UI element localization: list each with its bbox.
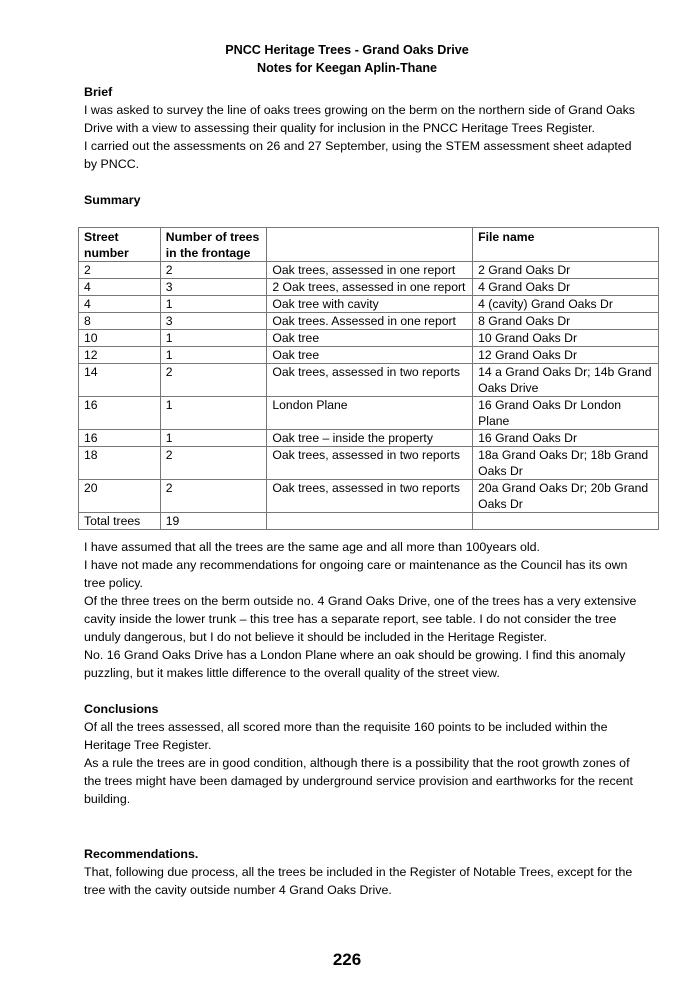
column-header-street-number: Street number xyxy=(79,228,161,262)
cell-total-label: Total trees xyxy=(79,513,161,530)
cell-description: 2 Oak trees, assessed in one report xyxy=(267,279,473,296)
cell-file-name xyxy=(473,513,659,530)
cell-file-name: 20a Grand Oaks Dr; 20b Grand Oaks Dr xyxy=(473,480,659,513)
document-title: PNCC Heritage Trees - Grand Oaks Drive xyxy=(225,43,469,57)
cell-file-name: 14 a Grand Oaks Dr; 14b Grand Oaks Drive xyxy=(473,364,659,397)
cell-file-name: 18a Grand Oaks Dr; 18b Grand Oaks Dr xyxy=(473,447,659,480)
table-total-row xyxy=(79,513,659,530)
table-header-row xyxy=(79,228,659,262)
cell-street-number: 20 xyxy=(79,480,161,513)
cell-description: Oak tree with cavity xyxy=(267,296,473,313)
notes-section xyxy=(84,538,644,682)
cell-street-number: 18 xyxy=(79,447,161,480)
notes-paragraph: I have assumed that all the trees are the same age and all more than 100years old. xyxy=(84,540,540,554)
cell-street-number: 4 xyxy=(79,296,161,313)
recommendations-heading: Recommendations. xyxy=(84,847,199,861)
recommendations-paragraph: That, following due process, all the trees be included in the Register of Notable Trees, except for the tree with the cavity outside number 4 Grand Oaks Drive. xyxy=(84,865,633,897)
recommendations-section xyxy=(84,845,644,899)
cell-file-name: 12 Grand Oaks Dr xyxy=(473,347,659,364)
conclusions-paragraph: Of all the trees assessed, all scored more than the requisite 160 points to be included within the Heritage Tree Register. xyxy=(84,720,608,752)
cell-file-name: 4 (cavity) Grand Oaks Dr xyxy=(473,296,659,313)
cell-tree-count: 1 xyxy=(160,397,267,430)
notes-paragraph: No. 16 Grand Oaks Drive has a London Plane where an oak should be growing. I find this anomaly puzzling, but it makes little difference to the overall quality of the street view. xyxy=(84,648,626,680)
cell-description: London Plane xyxy=(267,397,473,430)
brief-paragraph: I was asked to survey the line of oaks trees growing on the berm on the northern side of Grand Oaks Drive with a view to assessing their quality for inclusion in the PNCC Heritage Trees Register. xyxy=(84,103,635,135)
table-row xyxy=(79,364,659,397)
cell-tree-count: 1 xyxy=(160,430,267,447)
cell-description: Oak trees. Assessed in one report xyxy=(267,313,473,330)
cell-street-number: 12 xyxy=(79,347,161,364)
table-row xyxy=(79,279,659,296)
table-row xyxy=(79,313,659,330)
cell-tree-count: 1 xyxy=(160,347,267,364)
cell-file-name: 8 Grand Oaks Dr xyxy=(473,313,659,330)
cell-description: Oak tree xyxy=(267,330,473,347)
cell-description: Oak trees, assessed in two reports xyxy=(267,480,473,513)
notes-paragraph: I have not made any recommendations for ongoing care or maintenance as the Council has its own tree policy. xyxy=(84,558,628,590)
cell-street-number: 10 xyxy=(79,330,161,347)
cell-street-number: 14 xyxy=(79,364,161,397)
table-row xyxy=(79,296,659,313)
cell-file-name: 2 Grand Oaks Dr xyxy=(473,262,659,279)
cell-tree-count: 1 xyxy=(160,296,267,313)
cell-tree-count: 3 xyxy=(160,313,267,330)
column-header-description xyxy=(267,228,473,262)
column-header-number-of-trees: Number of trees in the frontage xyxy=(160,228,267,262)
cell-file-name: 4 Grand Oaks Dr xyxy=(473,279,659,296)
table-row xyxy=(79,430,659,447)
table-row xyxy=(79,262,659,279)
cell-description: Oak trees, assessed in one report xyxy=(267,262,473,279)
cell-description: Oak trees, assessed in two reports xyxy=(267,447,473,480)
cell-street-number: 16 xyxy=(79,397,161,430)
cell-description: Oak trees, assessed in two reports xyxy=(267,364,473,397)
conclusions-section xyxy=(84,700,644,808)
table-row xyxy=(79,397,659,430)
column-header-file-name: File name xyxy=(473,228,659,262)
brief-heading: Brief xyxy=(84,85,113,99)
conclusions-paragraph: As a rule the trees are in good condition, although there is a possibility that the root growth zones of the trees might have been damaged by underground service provision and earthworks for the recent building. xyxy=(84,756,633,806)
summary-table xyxy=(78,227,659,530)
cell-street-number: 2 xyxy=(79,262,161,279)
document-header xyxy=(0,41,694,77)
table-row xyxy=(79,480,659,513)
cell-file-name: 16 Grand Oaks Dr London Plane xyxy=(473,397,659,430)
cell-file-name: 16 Grand Oaks Dr xyxy=(473,430,659,447)
table-row xyxy=(79,447,659,480)
cell-street-number: 16 xyxy=(79,430,161,447)
brief-paragraph: I carried out the assessments on 26 and 27 September, using the STEM assessment sheet adapted by PNCC. xyxy=(84,139,632,171)
table-row xyxy=(79,330,659,347)
cell-description: Oak tree – inside the property xyxy=(267,430,473,447)
summary-heading: Summary xyxy=(84,193,141,207)
summary-section xyxy=(84,191,644,209)
page-number: 226 xyxy=(332,950,362,969)
cell-tree-count: 1 xyxy=(160,330,267,347)
cell-file-name: 10 Grand Oaks Dr xyxy=(473,330,659,347)
document-subtitle: Notes for Keegan Aplin-Thane xyxy=(256,61,438,75)
cell-street-number: 4 xyxy=(79,279,161,296)
cell-description xyxy=(267,513,473,530)
conclusions-heading: Conclusions xyxy=(84,702,159,716)
brief-section xyxy=(84,83,644,173)
table-row xyxy=(79,347,659,364)
notes-paragraph: Of the three trees on the berm outside no. 4 Grand Oaks Drive, one of the trees has a very extensive cavity inside the lower trunk – this tree has a separate report, see table. I do not consider the tree unduly dangerous, but I do not believe it should be included in the Heritage Register. xyxy=(84,594,637,644)
cell-tree-count: 2 xyxy=(160,262,267,279)
cell-tree-count: 2 xyxy=(160,447,267,480)
cell-description: Oak tree xyxy=(267,347,473,364)
cell-street-number: 8 xyxy=(79,313,161,330)
cell-tree-count: 2 xyxy=(160,480,267,513)
cell-tree-count: 2 xyxy=(160,364,267,397)
cell-total-count: 19 xyxy=(160,513,267,530)
cell-tree-count: 3 xyxy=(160,279,267,296)
